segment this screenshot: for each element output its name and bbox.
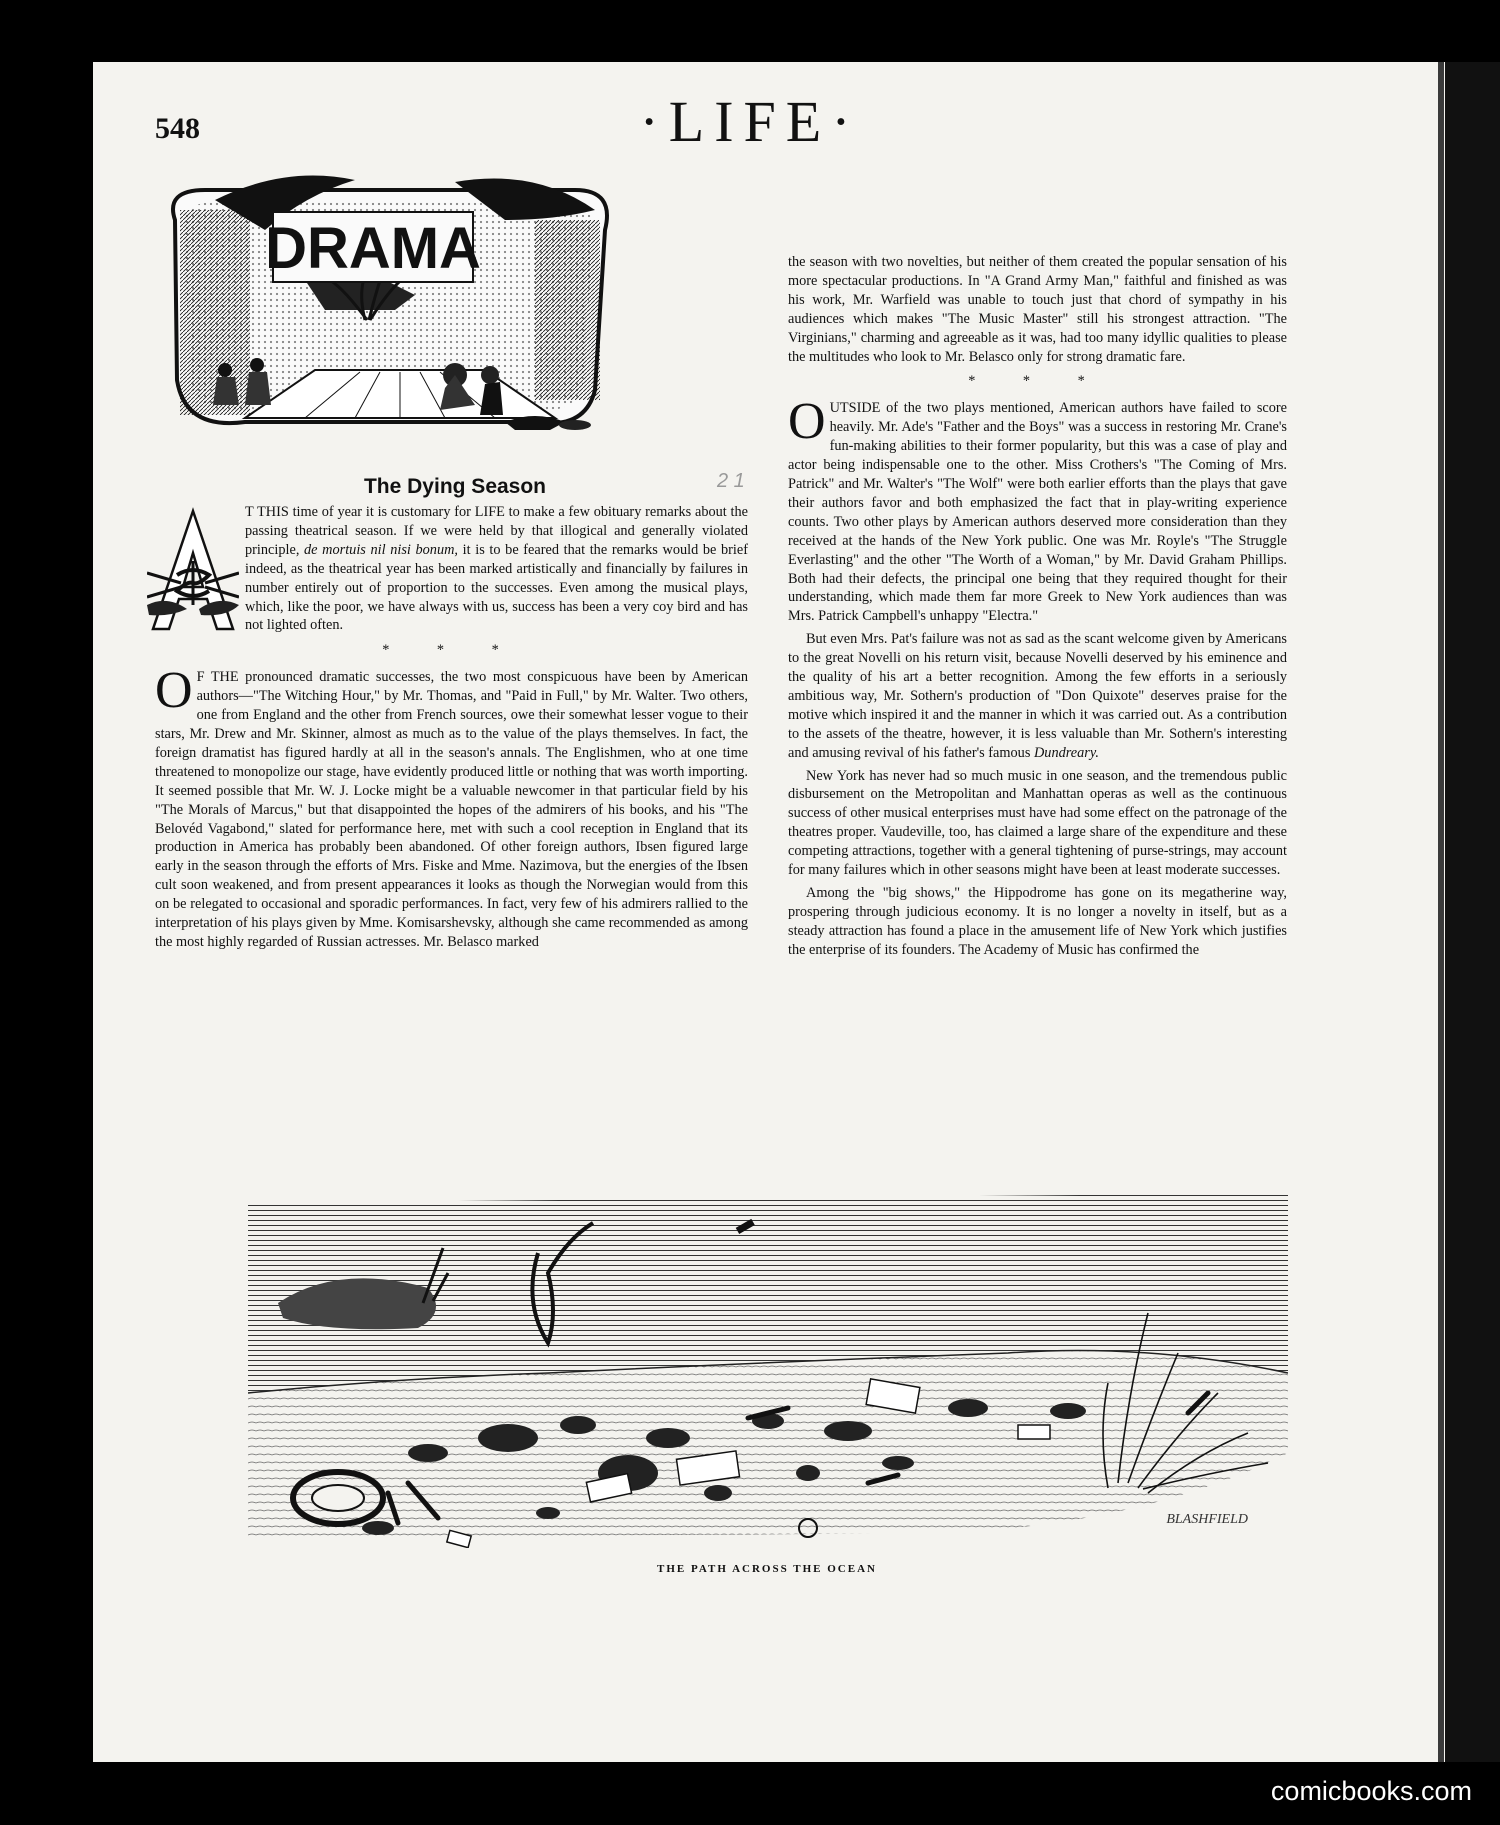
article-title: The Dying Season [363,475,547,498]
masthead: ·LIFE· [639,89,861,154]
paragraph-successes [155,662,748,952]
ocean-path-illustration [248,1193,1288,1548]
paragraph-music: New York has never had so much music in one season, and the tremendous public disbursement on the Metropolitan and Manhattan operas as well as the continuous success of other musical enterprises must have had some effect on the patronage of the theatres proper. Vaudeville, too, has claimed a large share of the expenditure and these competing attractions, together with a general tightening of purse-strings, may account for many failures which in other seasons might have been at least moderate successes. [788,767,1287,879]
site-watermark: comicbooks.com [1270,1776,1472,1806]
dundreary-title: Dundreary. [1033,744,1099,761]
dropcap-letter: O [155,662,193,720]
paragraph-intro [155,503,748,635]
latin-phrase: de mortuis nil nisi bonum, [304,541,459,558]
drama-banner-illustration [155,160,625,445]
intro-text: T THIS time of year it is customary for LIFE to make a few obituary remarks about the passing theatrical season. If we were held by that illogical and generally violated principle, [245,504,748,558]
paragraph-hippodrome: Among the "big shows," the Hippodrome has gone on its megatherine way, prospering through judicious economy. It is no longer a novelty in itself, but as a steady attraction has found a place in the amusement life of New York which justifies the enterprise of its founders. The Academy of Music has confirmed the [788,885,1287,958]
intro-text-end: it is to be feared that the remarks would be brief indeed, as the theatrical year has been marked artistically and financially by failures in number entirely out of proportion to the successes. Even among the musical plays, which, like the poor, we have always with us, success has been a very coy bird and has not lighted often. [245,541,748,634]
adjacent-page-edge [1438,62,1444,1762]
novelli-text: But even Mrs. Pat's failure was not as sad as the scant welcome given by Americans to the great Novelli on his return visit, because Novelli deserved by his eminence and the quality of his art a better recognition. Among the few efforts in a seriously ambitious way, Mr. Sothern's production of "Don Quixote" deserves praise for the motive which inspired it and the manner in which it was carried out. As a contribution to the assets of the theatre, however, it is less valuable than Mr. Sothern's interesting and amusing revival of his father's famous [788,631,1287,761]
artist-signature: BLASHFIELD [1166,1512,1248,1527]
page-number: 548 [155,112,200,145]
section-divider-stars: * * * [382,642,521,659]
paragraph-novelli [788,630,1287,762]
left-column [155,503,748,956]
pencil-annotation: 2 1 [717,470,745,492]
paragraph-belasco: the season with two novelties, but neither of them created the popular sensation of his more spectacular productions. In "A Grand Army Man," faithful and finished as was his work, Mr. Warfield was unable to touch just that chord of sympathy in his audiences which makes "The Music Master" still his strongest attraction. "The Virginians," charming and agreeable as it was, had too many idyllic qualities to please the multitudes who look to Mr. Belasco only for strong dramatic fare. [788,254,1287,365]
banner-title-text: DRAMA [265,216,481,281]
american-authors-text: UTSIDE of the two plays mentioned, American authors have failed to score heavily. Mr. Ade's "Father and the Boys" was a success in restoring Mr. Crane's fun-making abilities to their former popularity, but this was a case of play and actor being indispensable one to the other. Miss Crothers's "The Coming of Mrs. Patrick" and Mr. Walter's "The Wolf" were both earlier efforts than the plays that gave their authors favor and both emphasized the fact that in play-writing experience counts. Two other plays by American authors deserved more consideration than they received at the hands of the New York public. One was Mr. Royle's "The Struggle Everlasting" and the other "The Worth of a Woman," by Mr. David Graham Phillips. Both had their defects, the principal one being that they required thought for their understanding, which made them far more Greek to New York audiences than was Mrs. Patrick Campbell's unhappy "Electra." [788,400,1287,625]
page-gutter [1445,62,1500,1762]
right-column [788,253,1287,964]
dollar-sign-horns-icon [147,505,239,635]
dropcap-letter: O [788,393,826,451]
section-divider-stars: * * * [968,373,1107,390]
successes-text: F THE pronounced dramatic successes, the two most conspicuous have been by American authors—"The Witching Hour," by Mr. Thomas, and "Paid in Full," by Mr. Walter. Two others, one from England and the other from French sources, owe their somewhat lesser vogue to their stars, Mr. Drew and Mr. Skinner, almost as much as to the value of the plays themselves. In fact, the foreign dramatist has figured hardly at all in the season's annals. The Englishmen, who at one time threatened to monopolize our stage, have evidently produced little or nothing that was worth importing. It seemed possible that Mr. W. J. Locke might be a valuable newcomer in that particular field by his "The Morals of Marcus," but that disappointed the hopes of the admirers of his books, and his "The Belovéd Vagabond," slated for performance here, met with such a cool reception in England that its production in America has probably been abandoned. Of other foreign authors, Ibsen figured large early in the season through the efforts of Mrs. Fiske and Mme. Nazimova, but the energies of the Ibsen cult soon weakened, and from present appearances it looks as though the Norwegian would from this on be relegated to occasional and sporadic performances. In fact, very few of his admirers rallied to the interpretation of his plays given by Mme. Komisarshevsky, although she came recommended as among the most highly regarded of Russian actresses. Mr. Belasco marked [155,669,748,950]
paragraph-american-authors [788,393,1287,626]
illustration-caption: THE PATH ACROSS THE OCEAN [657,1563,877,1575]
